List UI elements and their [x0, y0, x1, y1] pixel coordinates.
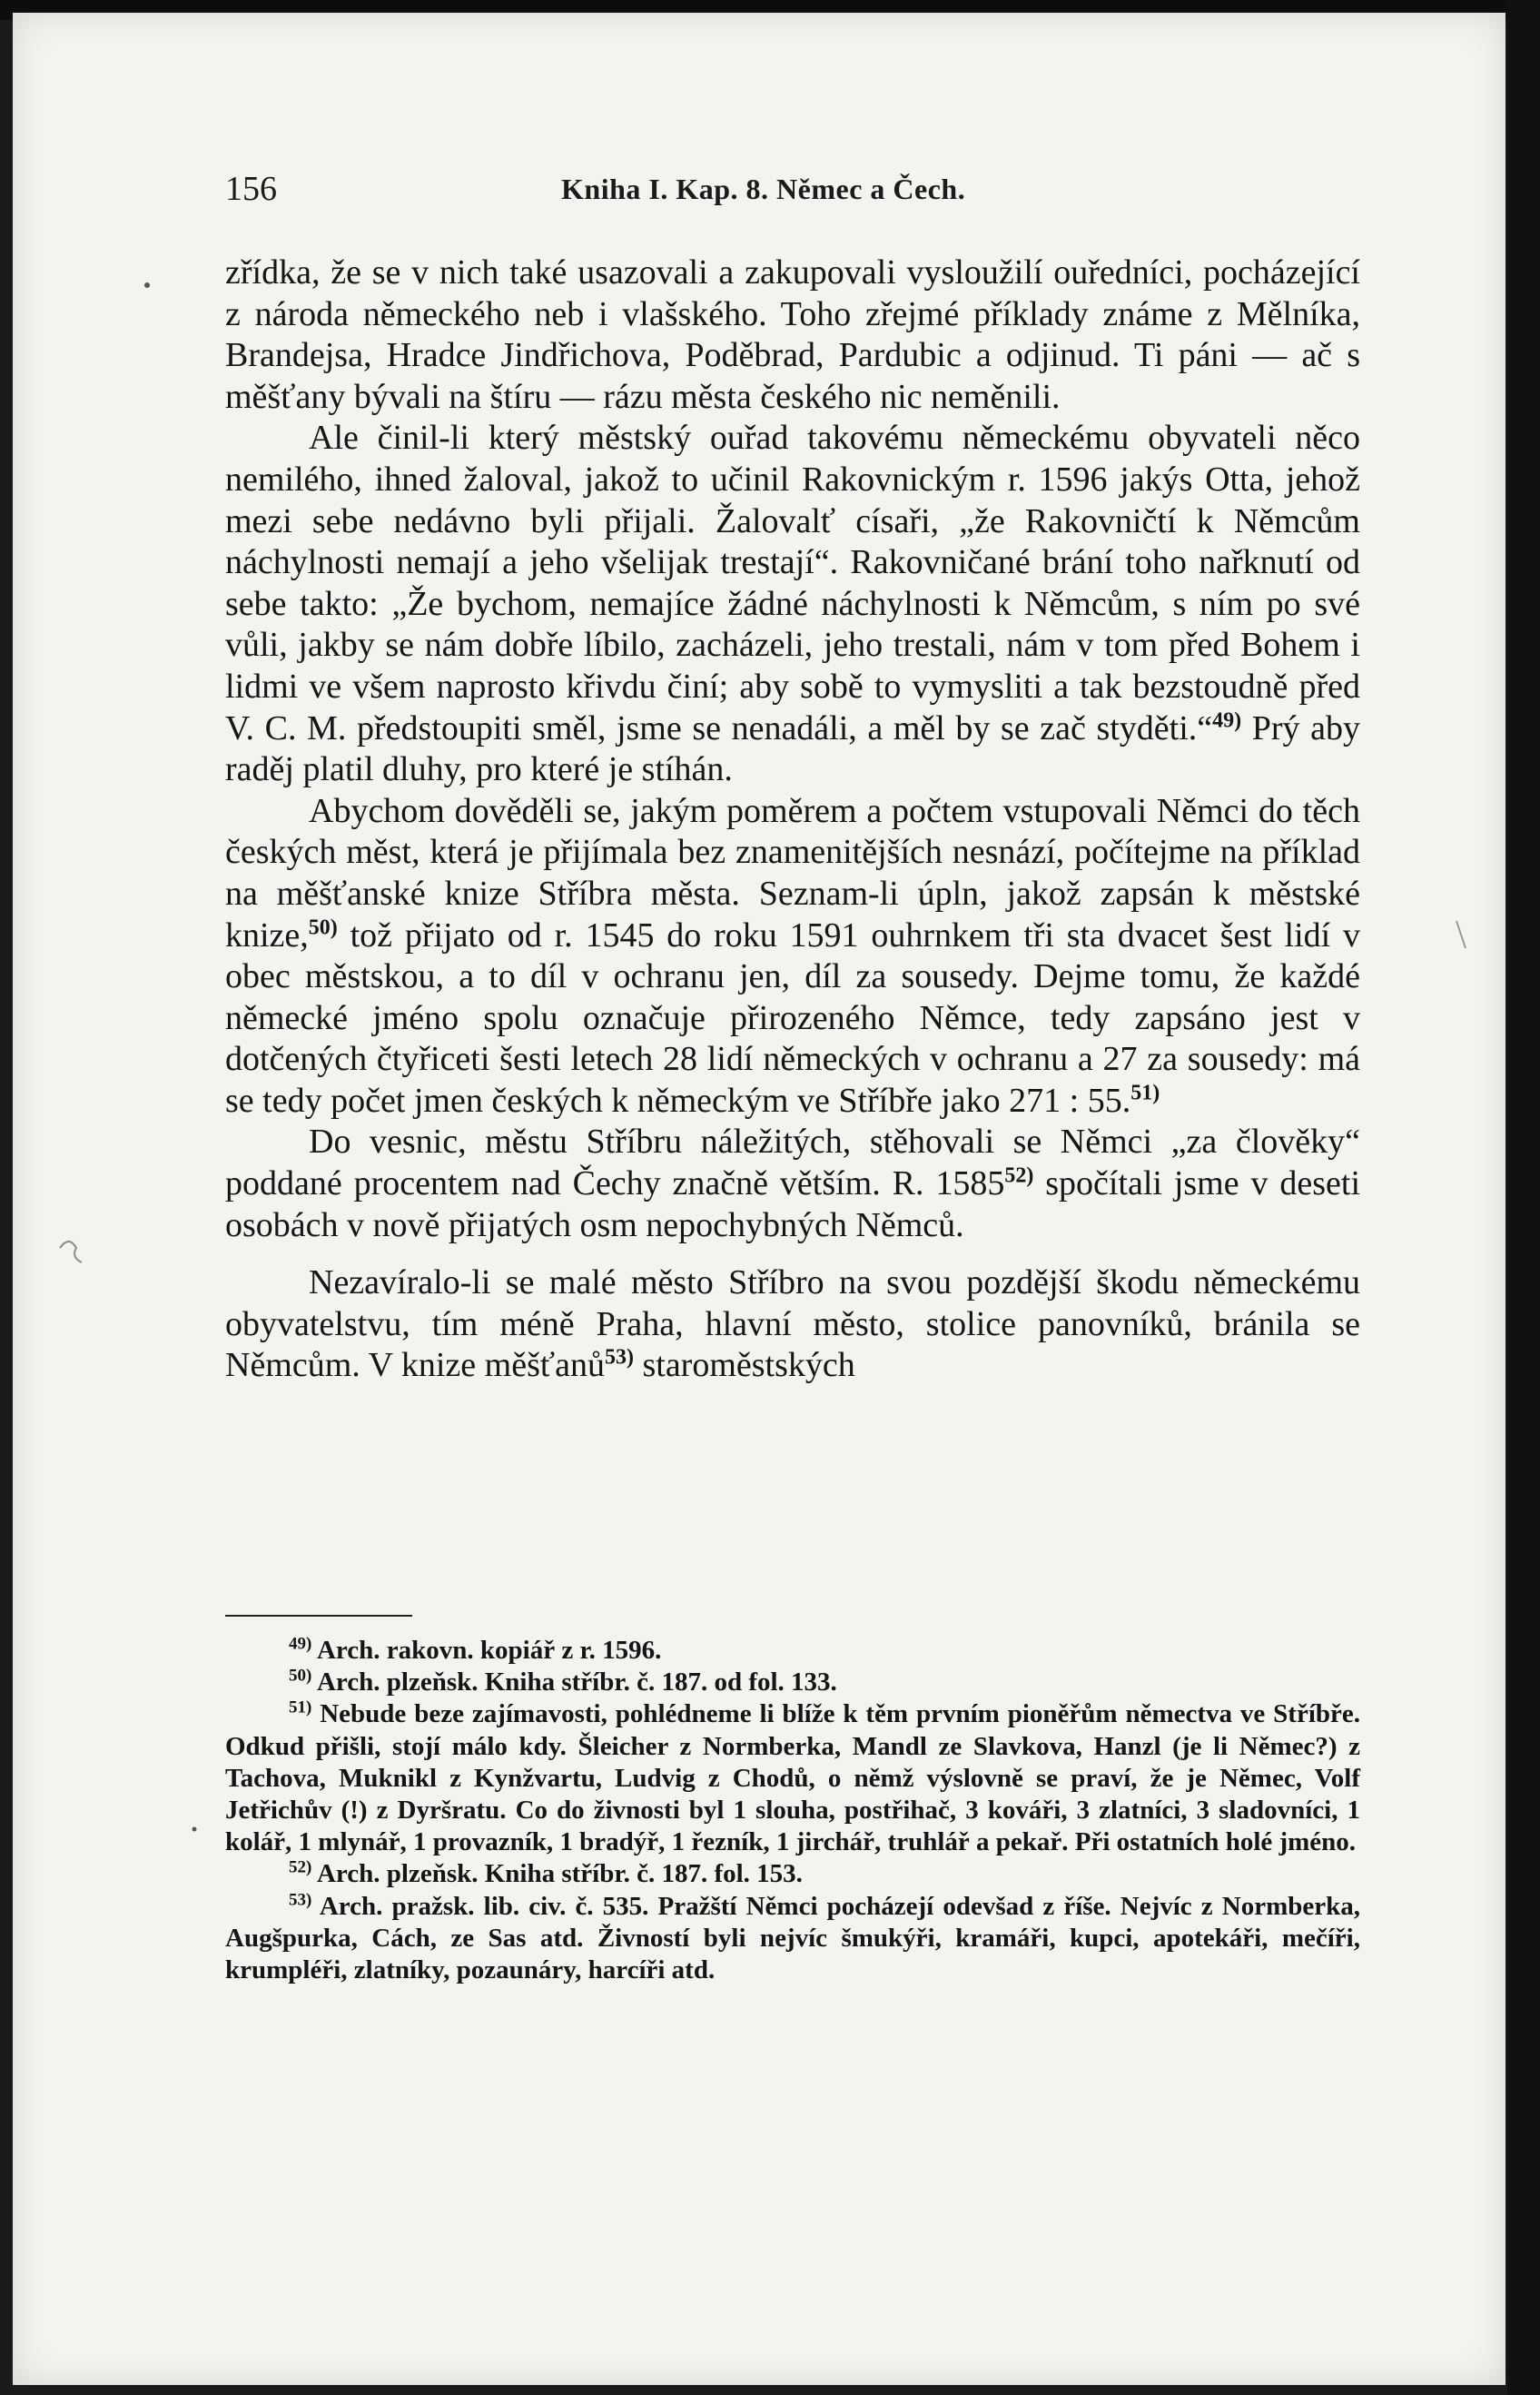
footnote-number: 51) [289, 1697, 312, 1717]
paragraph-2 [225, 418, 1360, 790]
paragraph-1 [225, 252, 1360, 418]
paragraph-text: Abychom dověděli se, jakým poměrem a počtem vstupovali Němci do těch českých měst, která je přijímala bez znamenitějších nesnází, počítejme na příklad na měšťanské knize Stříbra města. Seznam-li úpln, jakož zapsán k městské knize, [225, 791, 1360, 955]
footnote-52 [225, 1858, 1360, 1890]
paragraph-5 [225, 1262, 1360, 1387]
running-head [225, 169, 1360, 214]
paragraph-text: staroměstských [633, 1346, 855, 1385]
paragraph-4 [225, 1122, 1360, 1246]
scan-border-right [1507, 0, 1540, 2395]
paragraph-3 [225, 791, 1360, 1123]
footnote-text: Arch. plzeňsk. Kniha stříbr. č. 187. od fol. 133. [311, 1668, 837, 1697]
pencil-mark-left [60, 1242, 82, 1262]
footnote-text: Arch. rakovn. kopiář z r. 1596. [311, 1636, 662, 1665]
paragraph-text: Prý aby raděj platil dluhy, pro které je stíhán. [225, 708, 1361, 789]
footnote-51 [225, 1698, 1360, 1858]
footnote-number: 53) [289, 1889, 312, 1909]
footnote-ref-49: 49) [1212, 708, 1242, 732]
footnote-text: Arch. plzeňsk. Kniha stříbr. č. 187. fol. 153. [311, 1859, 803, 1889]
paragraph-text: Nezavíralo-li se malé město Stříbro na svou pozdější škodu německému obyvatelstvu, tím méně Praha, hlavní město, stolice panovníků, bránila se Němcům. V knize měšťanů [225, 1263, 1360, 1385]
footnote-49 [225, 1635, 1360, 1667]
paragraph-text: Ale činil-li který městský ouřad takovému německému obyvateli něco nemilého, ihned žaloval, jakož to učinil Rakovnickým r. 1596 jakýs Otta, jehož mezi sebe nedávno byli přijali. Žalovalť císaři, „že Rakovničtí k Němcům náchylnosti nemají a jeho všelijak trestají“. Rakovničané brání toho nařknutí od sebe takto: „Že bychom, nemajíce žádné náchylnosti k Němcům, s ním po své vůli, jakby se nám dobře líbilo, zacházeli, jeho trestali, nám v tom před Bohem i lidmi ve všem naprosto křivdu činí; aby sobě to vymysliti a tak bezstoudně před V. C. M. předstoupiti směl, jsme se nenadáli, a měl by se zač styděti.“ [225, 419, 1360, 747]
footnote-number: 49) [289, 1634, 312, 1654]
footnote-53 [225, 1891, 1360, 1987]
footnote-ref-52: 52) [1004, 1163, 1034, 1188]
paragraph-text: spočítali jsme v deseti osobách v nově přijatých osm nepochybných Němců. [225, 1164, 1360, 1244]
pencil-mark-right [1456, 921, 1466, 948]
page-number: 156 [225, 170, 277, 208]
footnote-text: Nebude beze zajímavosti, pohlédneme li blíže k těm prvním pioněřům němectva ve Stříbře. Odkud přišli, stojí málo kdy. Šleicher z Normberka, Mandl ze Slavkova, Hanzl (je li Němec?) z Tachova, Muknikl z Kynžvartu, Ludvig z Chodů, o němž výslovně se praví, že je Němec, Volf Jetřichův (!) z Dyršratu. Co do živnosti byl 1 slouha, postřihač, 3 kováři, 3 zlatníci, 3 sladovníci, 1 kolář, 1 mlynář, 1 provazník, 1 bradýř, 1 řezník, 1 jirchář, truhlář a pekař. Při ostatních holé jméno. [225, 1699, 1360, 1857]
paragraph-text: tož přijato od r. 1545 do roku 1591 ouhrnkem tři sta dvacet šest lidí v obec městskou, a to díl v ochranu jen, díl za sousedy. Dejme tomu, že každé německé jméno spolu označuje přirozeného Němce, tedy zapsáno jest v dotčených čtyřiceti šesti letech 28 lidí německých v ochranu a 27 za sousedy: má se tedy počet jmen českých k německým ve Stříbře jako 271 : 55. [225, 915, 1360, 1120]
paragraph-text: zřídka, že se v nich také usazovali a zakupovali vysloužilí ouředníci, pocházející z národa německého neb i vlašského. Toho zřejmé příklady známe z Mělníka, Brandejsa, Hradce Jindřichova, Poděbrad, Pardubic a odjinud. Ti páni — ač s měšťany bývali na štíru — rázu města českého nic neměnili. [225, 253, 1360, 416]
speck-left [144, 282, 150, 288]
paragraph-text: Do vesnic, městu Stříbru náležitých, stěhovali se Němci „za člověky“ poddané procentem nad Čechy značně větším. R. 1585 [225, 1123, 1360, 1203]
footnotes [225, 1635, 1360, 1986]
footnote-text: Arch. pražsk. lib. civ. č. 535. Pražští Němci pocházejí odevšad z říše. Nejvíc z Normberka, Augšpurka, Cách, ze Sas atd. Živností byli nejvíc šmukýři, kramáři, kupci, apotekáři, mečíři, krumpléři, zlatníky, pozaunáry, harcíři atd. [225, 1891, 1360, 1985]
footnote-divider [225, 1615, 412, 1617]
footnote-ref-53: 53) [604, 1345, 634, 1370]
footnote-ref-51: 51) [1130, 1081, 1160, 1105]
footnote-number: 50) [289, 1666, 312, 1686]
footnote-50 [225, 1667, 1360, 1698]
running-title: Kniha I. Kap. 8. Němec a Čech. [561, 173, 966, 205]
speck-bottom-left [192, 1827, 197, 1832]
footnote-number: 52) [289, 1857, 312, 1877]
footnote-ref-50: 50) [308, 915, 338, 939]
main-text [225, 252, 1360, 1387]
